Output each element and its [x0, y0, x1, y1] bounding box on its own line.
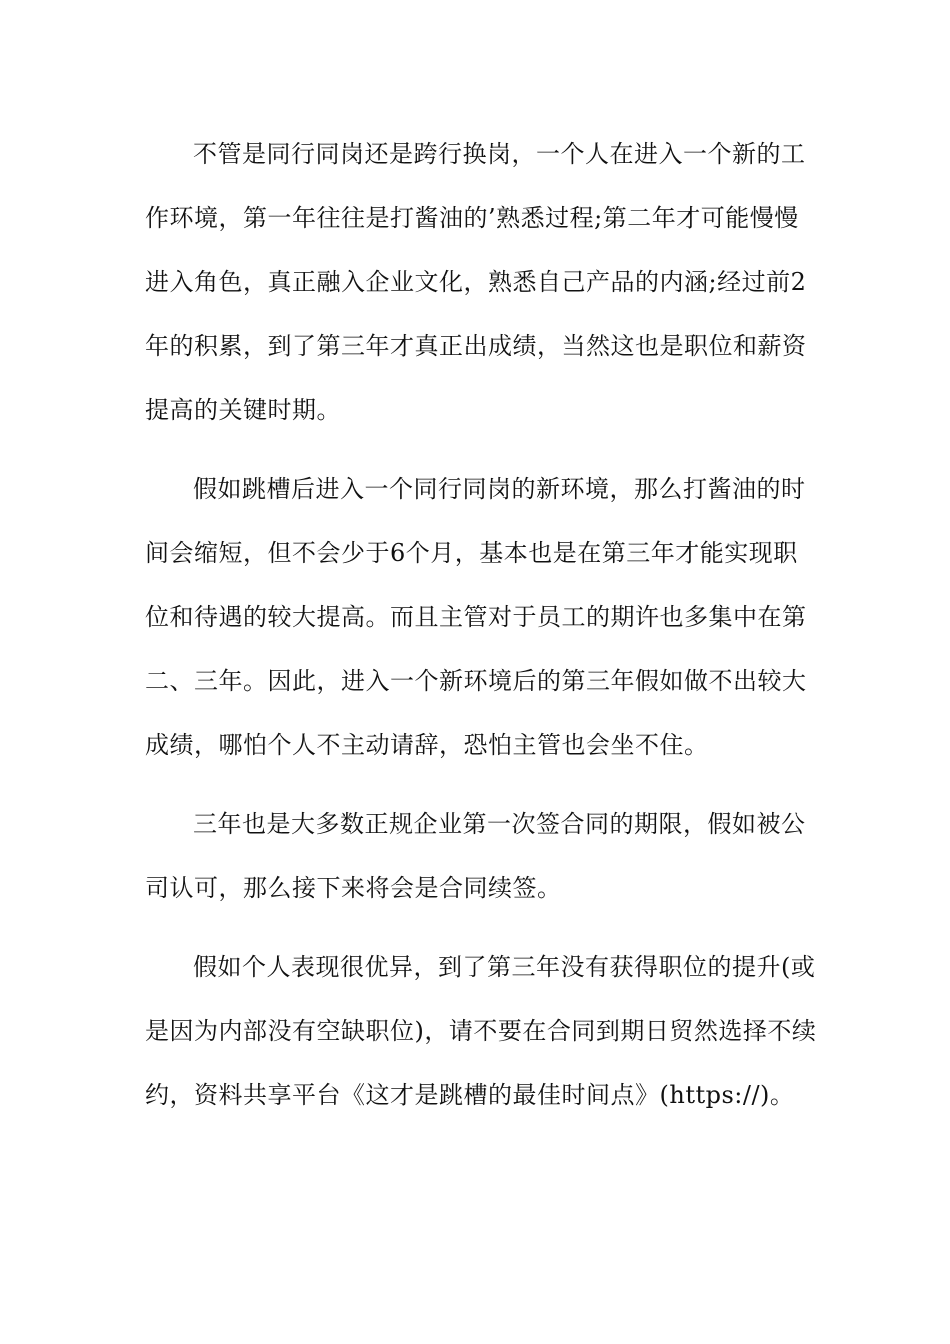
paragraph-line: 三年也是大多数正规企业第一次签合同的期限，假如被公 — [193, 810, 806, 838]
paragraph-line: 年的积累，到了第三年才真正出成绩，当然这也是职位和薪资 — [145, 332, 807, 360]
paragraph-line: 假如个人表现很优异，到了第三年没有获得职位的提升(或 — [193, 953, 816, 981]
paragraph-line: 司认可，那么接下来将会是合同续签。 — [145, 874, 562, 902]
paragraph-line: 进入角色，真正融入企业文化，熟悉自己产品的内涵;经过前2 — [145, 268, 807, 296]
paragraph-line: 是因为内部没有空缺职位)，请不要在合同到期日贸然选择不续 — [145, 1017, 817, 1045]
paragraph-line: 作环境，第一年往往是打酱油的’熟悉过程;第二年才可能慢慢 — [145, 204, 799, 232]
paragraph-line: 间会缩短，但不会少于6个月，基本也是在第三年才能实现职 — [145, 539, 798, 567]
paragraph-1 — [145, 122, 810, 442]
paragraph-line: 不管是同行同岗还是跨行换岗，一个人在进入一个新的工 — [193, 140, 806, 168]
paragraph-4 — [145, 935, 817, 1127]
paragraph-line: 约，资料共享平台《这才是跳槽的最佳时间点》(https://)。 — [145, 1081, 795, 1109]
paragraph-3 — [145, 792, 810, 920]
paragraph-line: 位和待遇的较大提高。而且主管对于员工的期许也多集中在第 — [145, 603, 807, 631]
paragraph-line: 二、三年。因此，进入一个新环境后的第三年假如做不出较大 — [145, 667, 807, 695]
paragraph-line: 假如跳槽后进入一个同行同岗的新环境，那么打酱油的时 — [193, 475, 806, 503]
paragraph-line: 提高的关键时期。 — [145, 396, 341, 424]
paragraph-2 — [145, 457, 810, 777]
paragraph-line: 成绩，哪怕个人不主动请辞，恐怕主管也会坐不住。 — [145, 731, 709, 759]
